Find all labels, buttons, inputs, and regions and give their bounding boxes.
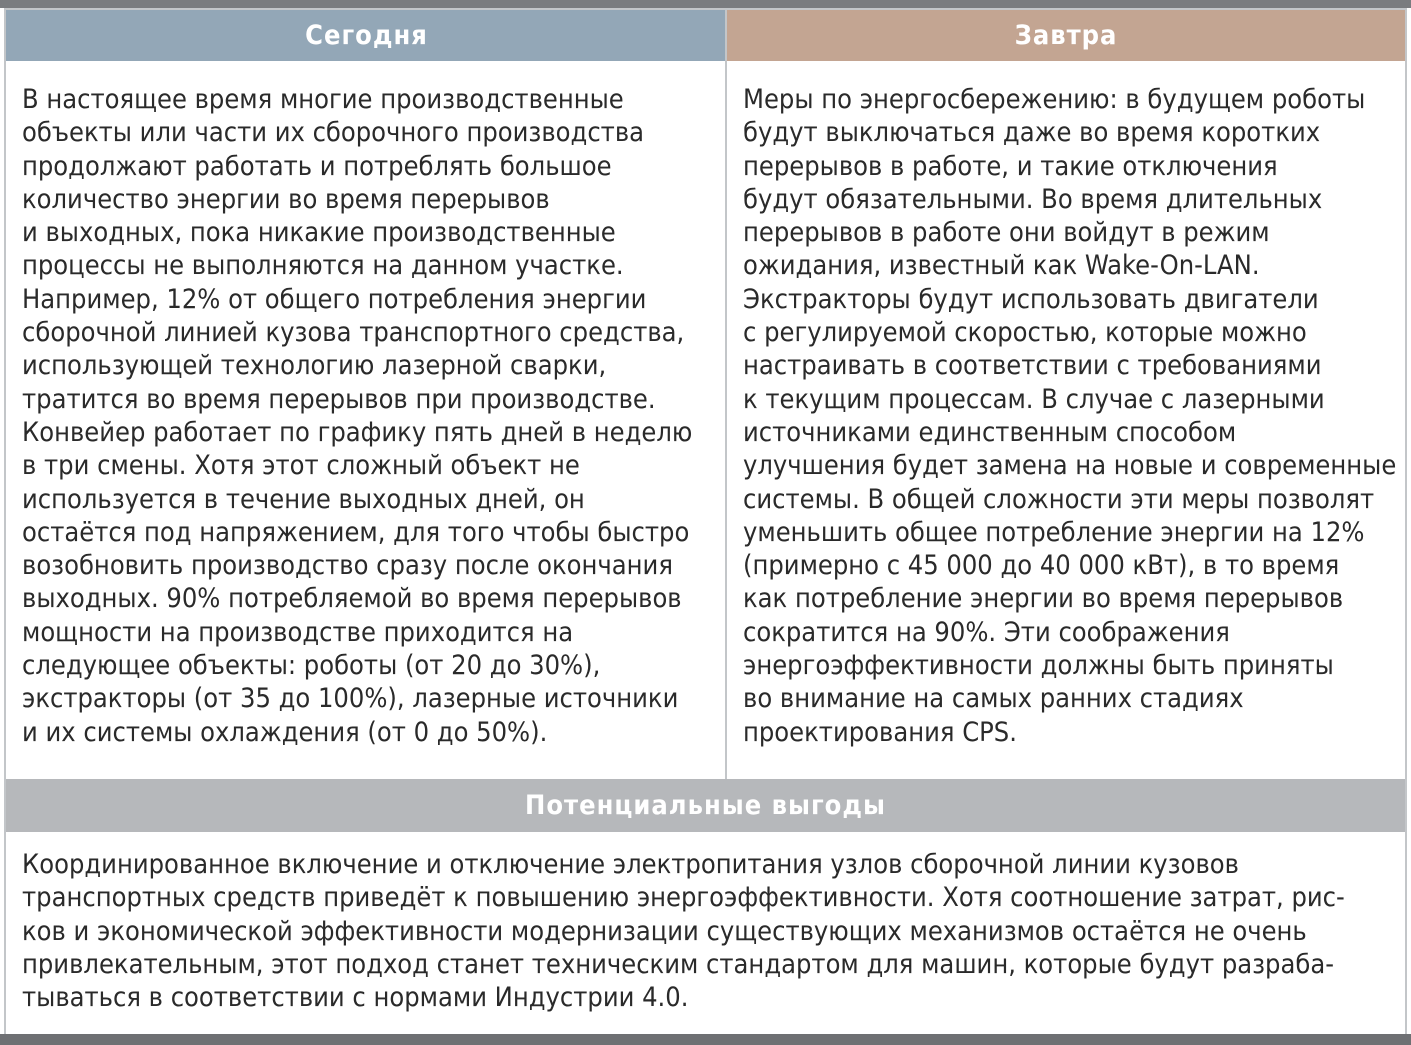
column-divider bbox=[725, 10, 727, 779]
header-today: Сегодня bbox=[6, 10, 727, 61]
bottom-border-bar bbox=[0, 1034, 1411, 1045]
header-tomorrow: Завтра bbox=[727, 10, 1405, 61]
benefits-text: Координированное включение и отключение электропитания узлов сборочной линии кузовов транспортных средств приведёт к повышению энергоэффективности. Хотя соотношение затрат, рис- ков и экономической эффективности модернизации существующих механизмов остаётся не очень привлекательным, этот подход станет техническим стандартом для машин, которые будут разраба- тываться в соответствии с нормами Индустрии 4.0. bbox=[22, 849, 1345, 1014]
tomorrow-text: Меры по энергосбережению: в будущем роботы будут выключаться даже во время коротких перерывов в работе, и такие отключения будут обязательными. Во время длительных перерывов в работе они войдут в режим ожидания, известный как Wake-On-LAN. Экстракторы будут использовать двигатели с регулируемой скоростью, которые можно настраивать в соответствии с требованиями к текущим процессам. В случае с лазерными источниками единственным способом улучшения будет замена на новые и современные системы. В общей сложности эти меры позволят уменьшить общее потребление энергии на 12% (примерно с 45 000 до 40 000 кВт), в то время как потребление энергии во время перерывов сократится на 90%. Эти соображения энергоэффективности должны быть приняты во внимание на самых ранних стадиях проектирования CPS. bbox=[743, 84, 1397, 748]
benefits-header: Потенциальные выгоды bbox=[6, 779, 1405, 832]
top-border-bar bbox=[0, 0, 1411, 8]
today-text: В настоящее время многие производственные объекты или части их сборочного производства продолжают работать и потреблять большое количество энергии во время перерывов и выходных, пока никакие производственные процессы не выполняются на данном участке. Например, 12% от общего потребления энергии сборочной линией кузова транспортного средства, использующей технологию лазерной сварки, тратится во время перерывов при производстве. Конвейер работает по графику пять дней в неделю в три смены. Хотя этот сложный объект не используется в течение выходных дней, он остаётся под напряжением, для того чтобы быстро возобновить производство сразу после окончания выходных. 90% потребляемой во время перерывов мощности на производстве приходится на следующее объекты: роботы (от 20 до 30%), экстракторы (от 35 до 100%), лазерные источники и их системы охлаждения (от 0 до 50%). bbox=[22, 84, 693, 748]
comparison-table bbox=[4, 8, 1407, 1034]
